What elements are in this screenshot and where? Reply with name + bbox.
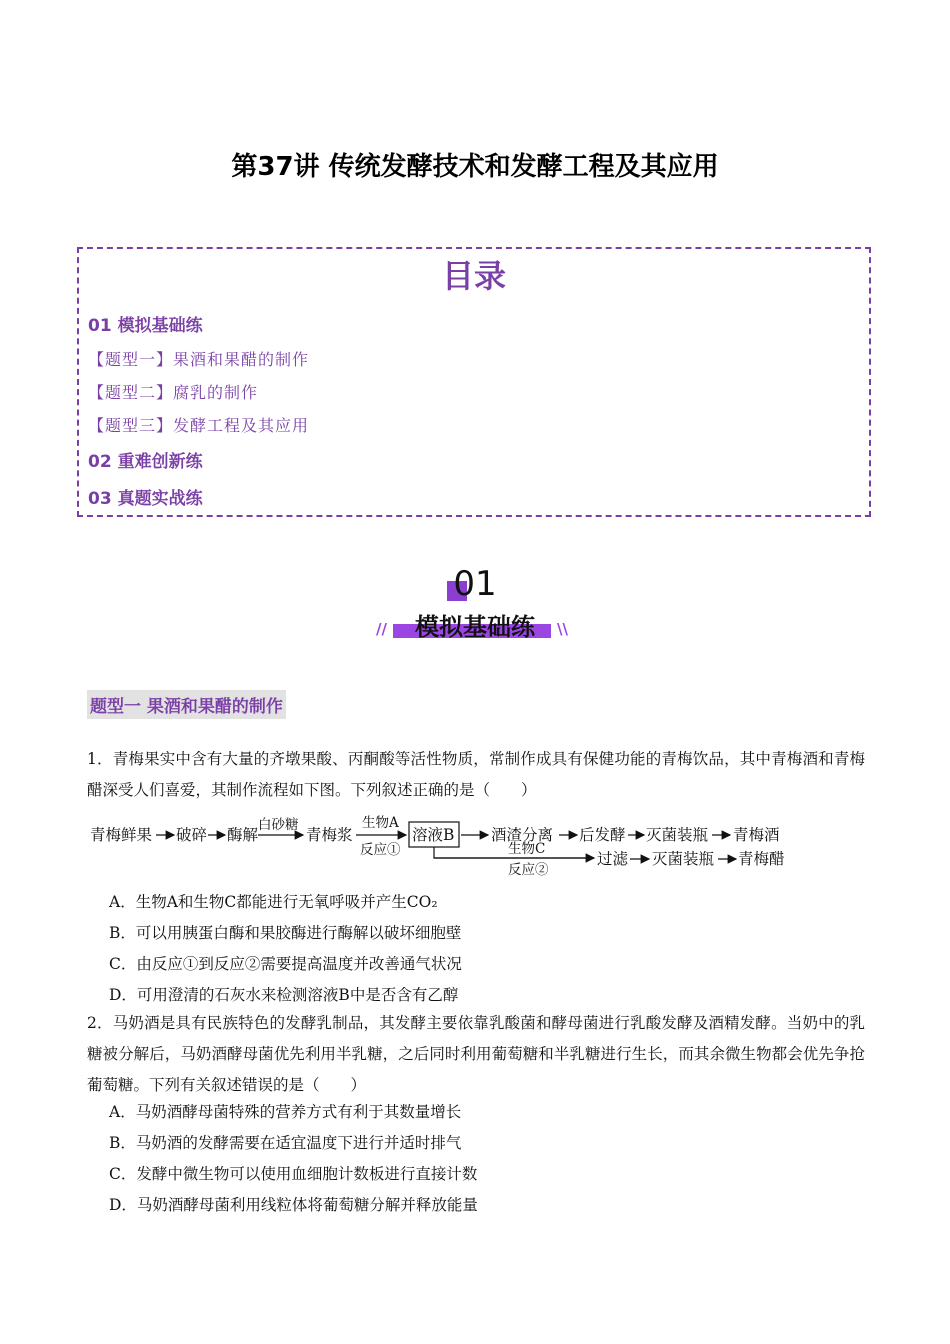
- flow-step-crush: 破碎: [176, 826, 208, 844]
- section-label: 模拟基础练: [415, 613, 535, 641]
- flow-step-sterilize-bottle-2: 灭菌装瓶: [652, 850, 715, 868]
- question-2-option-c[interactable]: C．发酵中微生物可以使用血细胞计数板进行直接计数: [109, 1165, 478, 1183]
- flow-label-organism-a: 生物A: [362, 815, 399, 831]
- question-2-option-b[interactable]: B．马奶酒的发酵需要在适宜温度下进行并适时排气: [109, 1134, 462, 1152]
- question-1-option-a[interactable]: A．生物A和生物C都能进行无氧呼吸并产生CO₂: [109, 893, 438, 911]
- question-1-stem: 1．青梅果实中含有大量的齐墩果酸、丙酮酸等活性物质，常制作成具有保健功能的青梅饮品，其中青梅酒和青梅醋深受人们喜爱，其制作流程如下图。下列叙述正确的是（ ）: [87, 750, 865, 799]
- question-1-option-b[interactable]: B．可以用胰蛋白酶和果胶酶进行酶解以破坏细胞壁: [109, 924, 462, 942]
- flow-label-sugar: 白砂糖: [258, 817, 299, 833]
- toc-heading: 目录: [441, 257, 506, 295]
- toc-item-simulated-basic[interactable]: 01 模拟基础练: [88, 316, 203, 336]
- flow-label-reaction-2: 反应②: [508, 862, 549, 878]
- flow-step-fresh-fruit: 青梅鲜果: [90, 826, 153, 844]
- flow-label-reaction-1: 反应①: [360, 842, 401, 858]
- question-2-option-a[interactable]: A．马奶酒酵母菌特殊的营养方式有利于其数量增长: [109, 1103, 462, 1121]
- question-1-option-d[interactable]: D．可用澄清的石灰水来检测溶液B中是否含有乙醇: [109, 986, 459, 1004]
- question-type-heading: 题型一 果酒和果醋的制作: [87, 690, 286, 719]
- flow-step-post-fermentation: 后发酵: [579, 826, 626, 844]
- flow-step-sterilize-bottle-1: 灭菌装瓶: [646, 826, 709, 844]
- flow-step-filter: 过滤: [597, 850, 629, 868]
- flow-diagram: [88, 812, 808, 882]
- flow-label-organism-c: 生物C: [508, 841, 546, 857]
- toc-item-type-three[interactable]: 【题型三】发酵工程及其应用: [88, 416, 310, 435]
- toc-item-type-two[interactable]: 【题型二】腐乳的制作: [88, 383, 259, 402]
- toc-item-real-exam[interactable]: 03 真题实战练: [88, 489, 203, 509]
- section-number: 01: [453, 564, 497, 604]
- question-1-option-c[interactable]: C．由反应①到反应②需要提高温度并改善通气状况: [109, 955, 462, 973]
- right-slash-decoration: \\: [557, 620, 568, 638]
- flow-step-enzymolysis: 酶解: [227, 826, 259, 844]
- flow-step-puree: 青梅浆: [306, 826, 353, 844]
- flow-step-plum-wine: 青梅酒: [733, 826, 780, 844]
- toc-item-difficult[interactable]: 02 重难创新练: [88, 452, 203, 472]
- left-slash-decoration: //: [376, 620, 387, 638]
- flow-step-separation: 酒渣分离: [491, 826, 554, 844]
- toc-item-type-one[interactable]: 【题型一】果酒和果醋的制作: [88, 350, 310, 369]
- question-2-option-d[interactable]: D．马奶酒酵母菌利用线粒体将葡萄糖分解并释放能量: [109, 1196, 478, 1214]
- page-title: 第37讲 传统发酵技术和发酵工程及其应用: [231, 152, 719, 182]
- flow-step-solution-b: 溶液B: [412, 826, 455, 844]
- question-2-stem: 2．马奶酒是具有民族特色的发酵乳制品，其发酵主要依靠乳酸菌和酵母菌进行乳酸发酵及酒精发酵。当奶中的乳糖被分解后，马奶酒酵母菌优先利用半乳糖，之后同时利用葡萄糖和半乳糖进行生长，而其余微生物都会优先争抢葡萄糖。下列有关叙述错误的是（ ）: [87, 1014, 865, 1094]
- flow-step-plum-vinegar: 青梅醋: [738, 850, 785, 868]
